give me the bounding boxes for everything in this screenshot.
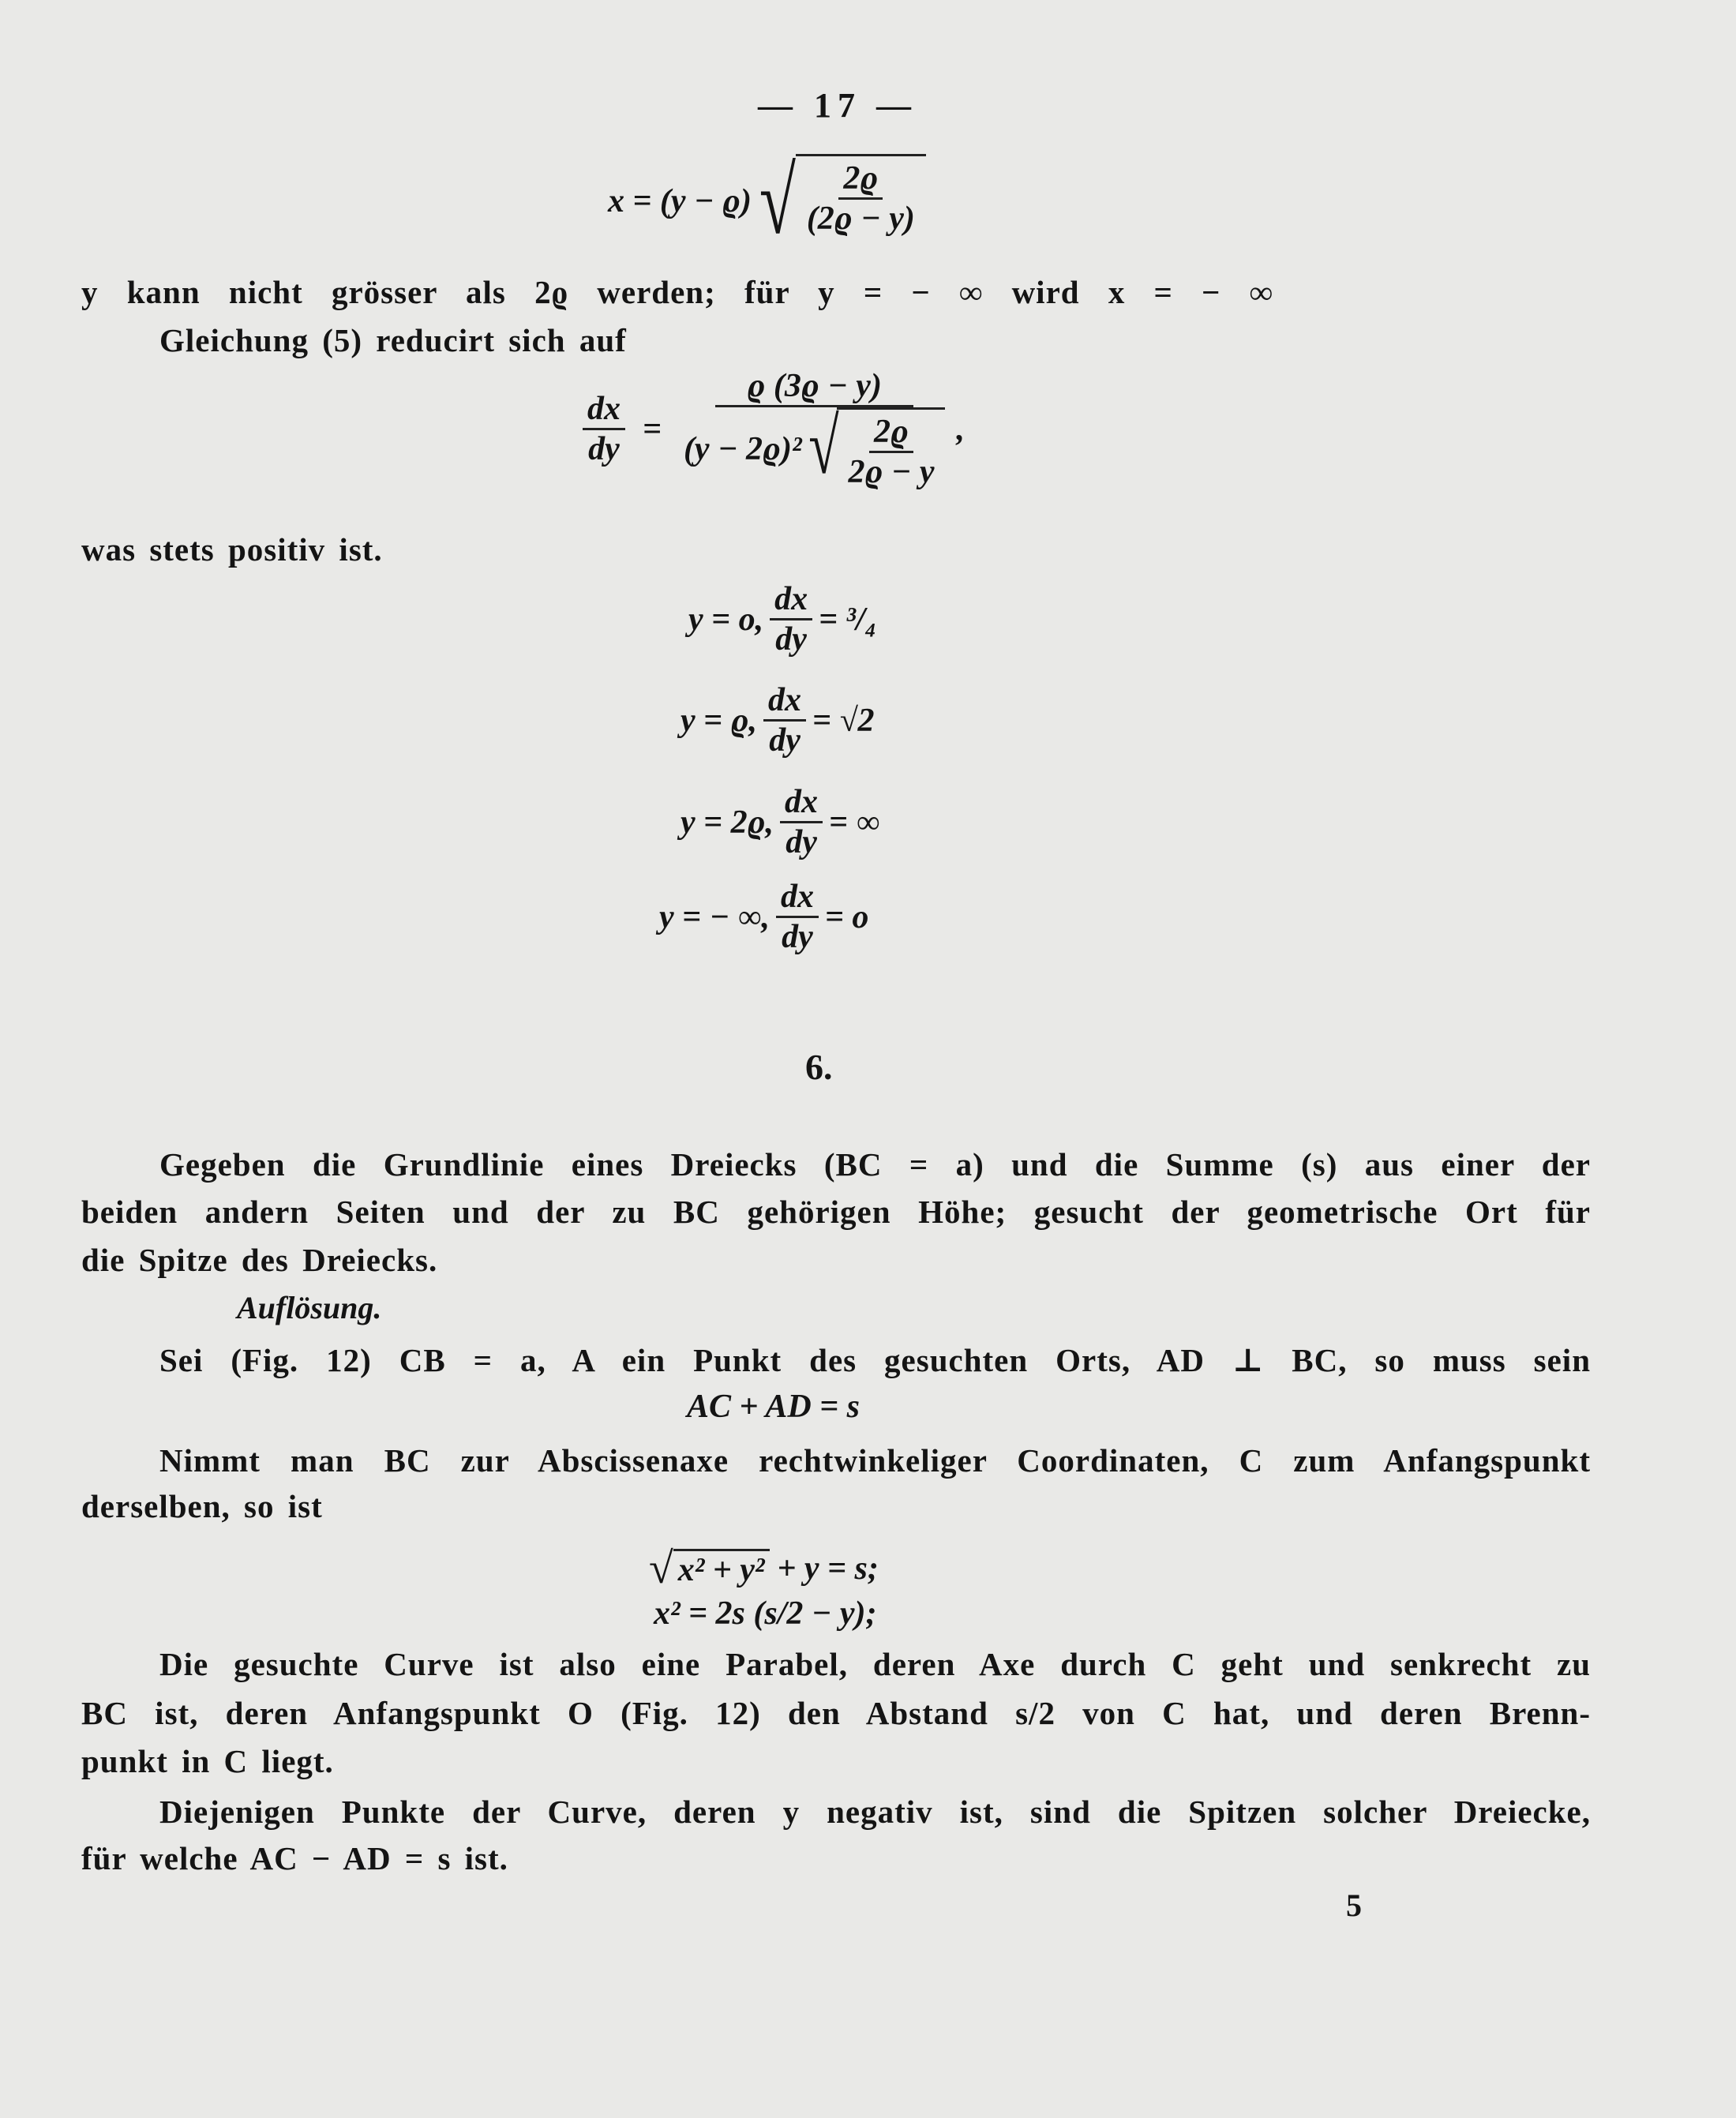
- comma: ,: [956, 410, 965, 448]
- fraction-denominator: dy: [775, 621, 807, 658]
- equation-x-of-y: [608, 148, 926, 253]
- problem-line: beiden andern Seiten und der zu BC gehörigen Höhe; gesucht der geometrische Ort für: [81, 1194, 1591, 1230]
- fraction-numerator: dx: [776, 878, 819, 918]
- case-rhs: = √2: [812, 702, 875, 739]
- text-line: Gleichung (5) reducirt sich auf: [159, 322, 627, 358]
- fraction-numerator: dx: [780, 783, 823, 823]
- equation-rest: + y = s;: [777, 1550, 879, 1587]
- fraction-numerator: dx: [763, 681, 806, 722]
- equation-derivative: [576, 367, 965, 491]
- solution-heading: Auflösung.: [237, 1290, 382, 1325]
- problem-line: Gegeben die Grundlinie eines Dreiecks (BC = a) und die Summe (s) aus einer der: [159, 1146, 1591, 1183]
- signature-mark: 5: [1346, 1887, 1362, 1923]
- fraction-numerator: dx: [583, 390, 625, 430]
- solution-line: Die gesuchte Curve ist also eine Parabel, deren Axe durch C geht und senkrecht zu: [159, 1646, 1591, 1682]
- solution-line: Diejenigen Punkte der Curve, deren y negativ ist, sind die Spitzen solcher Dreiecke,: [159, 1794, 1591, 1830]
- solution-line: punkt in C liegt.: [81, 1743, 334, 1779]
- solution-line: derselben, so ist: [81, 1488, 323, 1524]
- solution-line: für welche AC − AD = s ist.: [81, 1840, 508, 1876]
- case-row: [681, 783, 879, 861]
- case-lhs: y = 2ϱ,: [681, 804, 774, 841]
- denominator-factor: (y − 2ϱ)²: [683, 431, 802, 467]
- problem-line: die Spitze des Dreiecks.: [81, 1242, 438, 1278]
- radical-sign-icon: √: [649, 1544, 673, 1593]
- fraction-denominator: dy: [782, 919, 813, 955]
- radicand: x² + y²: [673, 1549, 770, 1589]
- case-row: [659, 878, 868, 956]
- fraction-denominator: dy: [588, 431, 620, 467]
- text-line: was stets positiv ist.: [81, 531, 383, 568]
- radical-sign-icon: √: [808, 403, 839, 490]
- fraction-denominator: 2ϱ − y: [848, 454, 935, 490]
- fraction-numerator: 2ϱ: [869, 413, 913, 453]
- page-number: — 17 —: [758, 86, 917, 125]
- square-root: [752, 148, 926, 253]
- case-rhs: = o: [824, 898, 869, 935]
- fraction-numerator: ϱ (3ϱ − y): [715, 367, 913, 407]
- case-lhs: y = o,: [688, 601, 764, 638]
- fraction-denominator: dy: [786, 824, 817, 860]
- solution-line: BC ist, deren Anfangspunkt O (Fig. 12) den Abstand s/2 von C hat, und deren Brenn-: [81, 1695, 1591, 1731]
- case-lhs: y = ϱ,: [681, 702, 758, 739]
- fraction-denominator: dy: [769, 722, 801, 759]
- solution-line: Nimmt man BC zur Abscissenaxe rechtwinkeliger Coordinaten, C zum Anfangspunkt: [159, 1442, 1591, 1479]
- fraction-denominator: (2ϱ − y): [806, 201, 915, 237]
- fraction-numerator: dx: [770, 580, 812, 620]
- equation-lhs: x = (y − ϱ): [608, 183, 752, 219]
- equation-parabola: x² = 2s (s/2 − y);: [654, 1595, 877, 1632]
- equals-sign: =: [643, 410, 662, 448]
- case-rhs: = ∞: [829, 804, 880, 841]
- equation-sum: AC + AD = s: [687, 1389, 861, 1425]
- equation-root: [649, 1543, 879, 1594]
- text-line: y kann nicht grösser als 2ϱ werden; für y = − ∞ wird x = − ∞: [81, 274, 1273, 310]
- case-row: [681, 681, 875, 759]
- case-row: [688, 580, 876, 658]
- case-rhs: = ³/₄: [819, 601, 877, 638]
- fraction-numerator: 2ϱ: [838, 159, 883, 200]
- section-number: 6.: [805, 1047, 833, 1087]
- radical-sign-icon: √: [759, 148, 796, 253]
- case-lhs: y = − ∞,: [659, 898, 770, 935]
- solution-line: Sei (Fig. 12) CB = a, A ein Punkt des gesuchten Orts, AD ⊥ BC, so muss sein: [159, 1342, 1591, 1378]
